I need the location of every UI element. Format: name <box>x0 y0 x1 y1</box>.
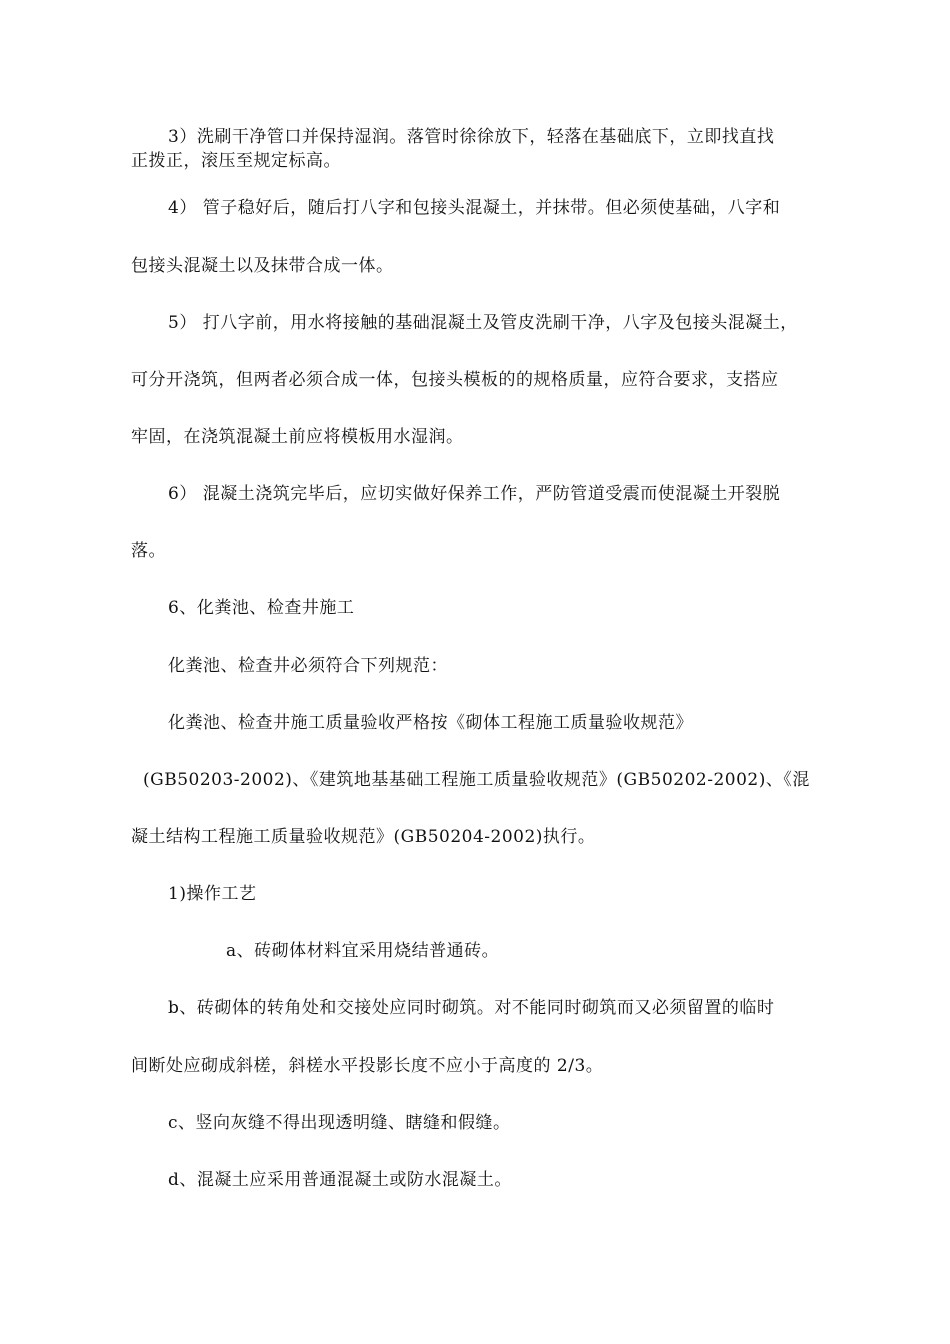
paragraph-line: 正拨正，滚压至规定标高。 <box>131 151 341 171</box>
paragraph-line: (GB50203-2002)、《建筑地基基础工程施工质量验收规范》(GB50202-2002)、《混 <box>143 770 810 790</box>
list-item: c、竖向灰缝不得出现透明缝、瞎缝和假缝。 <box>168 1113 511 1133</box>
paragraph-line: 3）洗刷干净管口并保持湿润。落管时徐徐放下，轻落在基础底下，立即找直找 <box>168 127 775 147</box>
paragraph-line: 化粪池、检查井施工质量验收严格按《砌体工程施工质量验收规范》 <box>168 713 693 733</box>
paragraph-line: 4） 管子稳好后，随后打八字和包接头混凝土，并抹带。但必须使基础，八字和 <box>168 198 781 218</box>
paragraph-line: 包接头混凝土以及抹带合成一体。 <box>131 256 394 276</box>
section-heading: 6、化粪池、检查井施工 <box>168 598 355 618</box>
paragraph-line: 化粪池、检查井必须符合下列规范： <box>168 656 448 676</box>
list-item: d、混凝土应采用普通混凝土或防水混凝土。 <box>168 1170 512 1190</box>
paragraph-line: 凝土结构工程施工质量验收规范》(GB50204-2002)执行。 <box>131 827 596 847</box>
paragraph-line: 牢固，在浇筑混凝土前应将模板用水湿润。 <box>131 427 464 447</box>
paragraph-line: 间断处应砌成斜槎，斜槎水平投影长度不应小于高度的 2/3。 <box>131 1056 604 1076</box>
paragraph-line: 6） 混凝土浇筑完毕后，应切实做好保养工作，严防管道受震而使混凝土开裂脱 <box>168 484 781 504</box>
subsection-heading: 1)操作工艺 <box>168 884 257 904</box>
list-item: a、砖砌体材料宜采用烧结普通砖。 <box>226 941 500 961</box>
paragraph-line: 可分开浇筑，但两者必须合成一体，包接头模板的的规格质量，应符合要求，支搭应 <box>131 370 779 390</box>
list-item: b、砖砌体的转角处和交接处应同时砌筑。对不能同时砌筑而又必须留置的临时 <box>168 998 775 1018</box>
paragraph-line: 5） 打八字前，用水将接触的基础混凝土及管皮洗刷干净，八字及包接头混凝土， <box>168 313 798 333</box>
paragraph-line: 落。 <box>131 541 166 561</box>
